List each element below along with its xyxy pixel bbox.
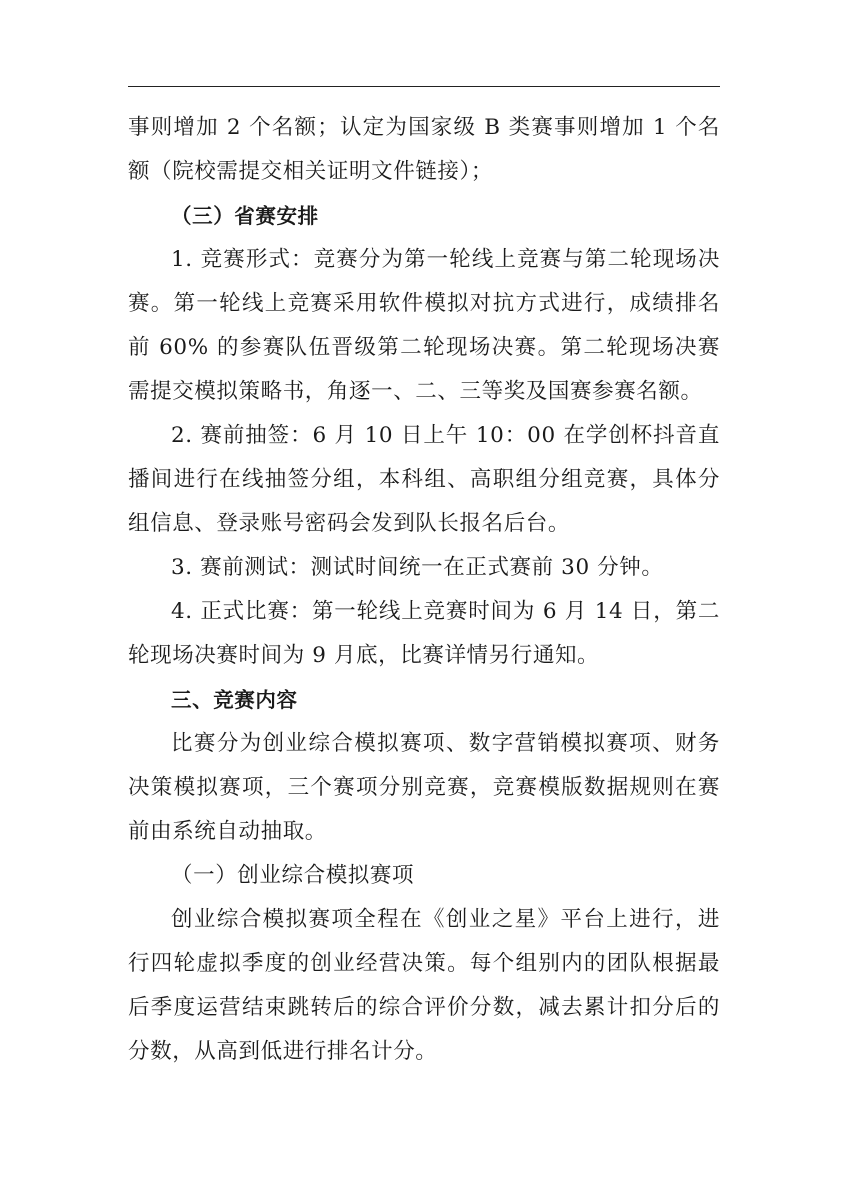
paragraph-entrepreneurship-details: 创业综合模拟赛项全程在《创业之星》平台上进行，进行四轮虚拟季度的创业经营决策。每个组别内的团队根据最后季度运营结束跳转后的综合评价分数，减去累计扣分后的分数，从高到低进行排名计分。	[128, 907, 720, 1064]
paragraph-pre-test: 3. 赛前测试：测试时间统一在正式赛前 30 分钟。	[171, 555, 664, 580]
subsection-heading-entrepreneurship: （一）创业综合模拟赛项	[171, 863, 415, 888]
paragraph-continuation: 事则增加 2 个名额；认定为国家级 B 类赛事则增加 1 个名额（院校需提交相关证明文件链接）；	[128, 115, 720, 184]
paragraph-official-match: 4. 正式比赛：第一轮线上竞赛时间为 6 月 14 日，第二轮现场决赛时间为 9 月底，比赛详情另行通知。	[128, 599, 720, 668]
paragraph-pre-draw: 2. 赛前抽签：6 月 10 日上午 10：00 在学创杯抖音直播间进行在线抽签分组，本科组、高职组分组竞赛，具体分组信息、登录账号密码会发到队长报名后台。	[128, 423, 720, 536]
document-body	[128, 106, 720, 1074]
header-rule	[128, 86, 720, 87]
section-heading-competition-content: 三、竞赛内容	[171, 688, 298, 712]
section-heading-provincial-arrangement: （三）省赛安排	[171, 204, 319, 228]
paragraph-competition-overview: 比赛分为创业综合模拟赛项、数字营销模拟赛项、财务决策模拟赛项，三个赛项分别竞赛，竞赛模版数据规则在赛前由系统自动抽取。	[128, 731, 720, 844]
paragraph-competition-format: 1. 竞赛形式：竞赛分为第一轮线上竞赛与第二轮现场决赛。第一轮线上竞赛采用软件模拟对抗方式进行，成绩排名前 60% 的参赛队伍晋级第二轮现场决赛。第二轮现场决赛需提交模拟策略书，角逐一、二、三等奖及国赛参赛名额。	[128, 247, 720, 404]
